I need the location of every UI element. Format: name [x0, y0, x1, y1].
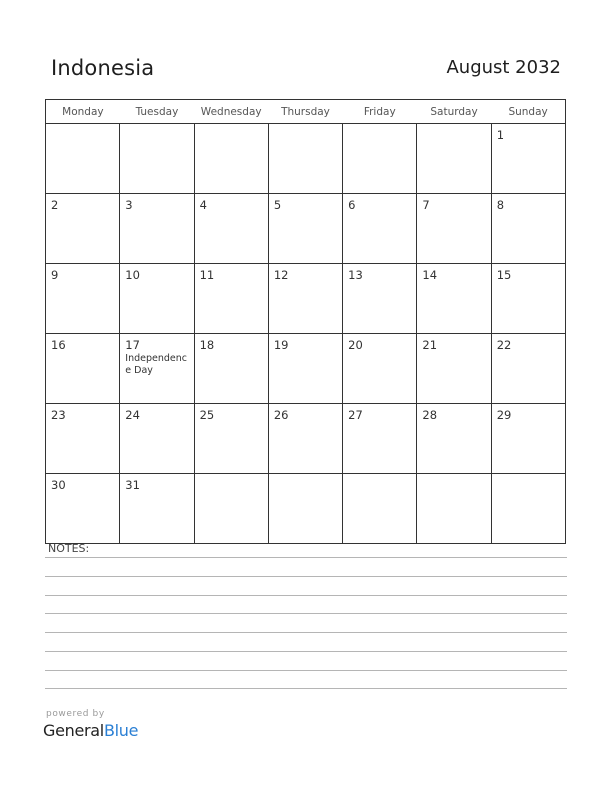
calendar-day-cell[interactable]: [46, 474, 120, 544]
calendar-day-cell[interactable]: [268, 124, 342, 194]
day-number: 27: [348, 408, 363, 422]
day-number: 14: [422, 268, 438, 282]
notes-line: [45, 557, 567, 558]
day-number: 17: [125, 338, 140, 352]
calendar-day-cell[interactable]: [120, 124, 194, 194]
calendar-day-cell[interactable]: [491, 194, 565, 264]
weekday-header: Friday: [343, 100, 417, 124]
calendar-day-cell[interactable]: [194, 264, 268, 334]
day-number: 16: [51, 338, 66, 352]
day-number: 18: [199, 338, 215, 352]
calendar-week-row: [46, 404, 566, 474]
calendar-day-cell[interactable]: [194, 404, 268, 474]
calendar-day-cell[interactable]: [268, 194, 342, 264]
day-number: 10: [125, 268, 140, 282]
day-number: 9: [51, 268, 59, 282]
day-number: 15: [496, 268, 512, 282]
calendar-day-cell[interactable]: [46, 334, 120, 404]
calendar-week-row: [46, 124, 566, 194]
day-number: 1: [496, 128, 505, 142]
calendar-day-cell[interactable]: [120, 264, 194, 334]
weekday-header: Sunday: [491, 100, 565, 124]
calendar-day-cell[interactable]: [46, 124, 120, 194]
day-number: 30: [51, 478, 66, 492]
day-number: 23: [51, 408, 66, 422]
calendar-day-cell[interactable]: [120, 474, 194, 544]
calendar-grid: [45, 99, 566, 544]
day-number: 2: [51, 198, 59, 212]
calendar-day-cell[interactable]: [194, 194, 268, 264]
day-number: 21: [422, 338, 438, 352]
notes-line: [45, 613, 567, 614]
calendar-day-cell[interactable]: [491, 474, 565, 544]
day-number: 11: [199, 268, 215, 282]
weekday-header: Monday: [46, 100, 120, 124]
weekday-header: Thursday: [268, 100, 342, 124]
holiday-label: Independence Day: [125, 353, 187, 376]
day-number: 19: [273, 338, 289, 352]
calendar-day-cell[interactable]: [343, 334, 417, 404]
calendar-day-cell[interactable]: [491, 334, 565, 404]
calendar-day-cell[interactable]: [46, 264, 120, 334]
brand-name-part1: General: [43, 721, 104, 740]
calendar-day-cell[interactable]: [417, 124, 491, 194]
day-number: 24: [125, 408, 140, 422]
notes-line: [45, 688, 567, 689]
day-number: 7: [422, 198, 430, 212]
day-number: 28: [422, 408, 438, 422]
calendar-day-cell[interactable]: [343, 124, 417, 194]
calendar-week-row: [46, 334, 566, 404]
calendar-day-cell[interactable]: [46, 194, 120, 264]
day-number: 29: [496, 408, 512, 422]
weekday-header-row: [46, 100, 566, 124]
day-number: 3: [125, 198, 133, 212]
calendar-day-cell[interactable]: [417, 404, 491, 474]
calendar-day-cell[interactable]: [268, 334, 342, 404]
calendar-day-cell[interactable]: [46, 404, 120, 474]
calendar-week-row: [46, 264, 566, 334]
calendar-day-cell[interactable]: [343, 474, 417, 544]
calendar-day-cell[interactable]: [120, 334, 194, 404]
calendar-day-cell[interactable]: [417, 264, 491, 334]
calendar-day-cell[interactable]: [268, 264, 342, 334]
notes-line: [45, 632, 567, 633]
calendar-day-cell[interactable]: [417, 194, 491, 264]
month-year-title: August 2032: [446, 57, 561, 78]
calendar-day-cell[interactable]: [194, 334, 268, 404]
calendar-day-cell[interactable]: [491, 264, 565, 334]
country-title: Indonesia: [51, 56, 155, 80]
calendar-day-cell[interactable]: [417, 474, 491, 544]
day-number: 4: [199, 198, 207, 212]
calendar-week-row: [46, 474, 566, 544]
calendar-day-cell[interactable]: [491, 124, 565, 194]
calendar-day-cell[interactable]: [343, 194, 417, 264]
calendar-day-cell[interactable]: [120, 404, 194, 474]
calendar-day-cell[interactable]: [491, 404, 565, 474]
day-number: 31: [125, 478, 140, 492]
calendar-day-cell[interactable]: [343, 404, 417, 474]
calendar-week-row: [46, 194, 566, 264]
calendar-day-cell[interactable]: [194, 474, 268, 544]
calendar-day-cell[interactable]: [120, 194, 194, 264]
weekday-header: Wednesday: [194, 100, 268, 124]
day-number: 20: [348, 338, 363, 352]
powered-by-text: powered by: [46, 709, 105, 719]
notes-line: [45, 651, 567, 652]
notes-line: [45, 576, 567, 577]
notes-label: NOTES:: [48, 542, 90, 555]
day-number: 26: [273, 408, 289, 422]
weekday-header: Saturday: [417, 100, 491, 124]
day-number: 8: [496, 198, 505, 212]
day-number: 6: [348, 198, 356, 212]
day-number: 5: [273, 198, 282, 212]
day-number: 25: [199, 408, 215, 422]
calendar-day-cell[interactable]: [417, 334, 491, 404]
calendar-day-cell[interactable]: [194, 124, 268, 194]
notes-line: [45, 595, 567, 596]
day-number: 13: [348, 268, 363, 282]
notes-line: [45, 670, 567, 671]
calendar-day-cell[interactable]: [268, 474, 342, 544]
day-number: 22: [496, 338, 512, 352]
weekday-header: Tuesday: [120, 100, 194, 124]
day-number: 12: [273, 268, 289, 282]
brand-logo[interactable]: [43, 721, 138, 740]
calendar-day-cell[interactable]: [343, 264, 417, 334]
brand-name-part2: Blue: [103, 721, 139, 740]
calendar-day-cell[interactable]: [268, 404, 342, 474]
